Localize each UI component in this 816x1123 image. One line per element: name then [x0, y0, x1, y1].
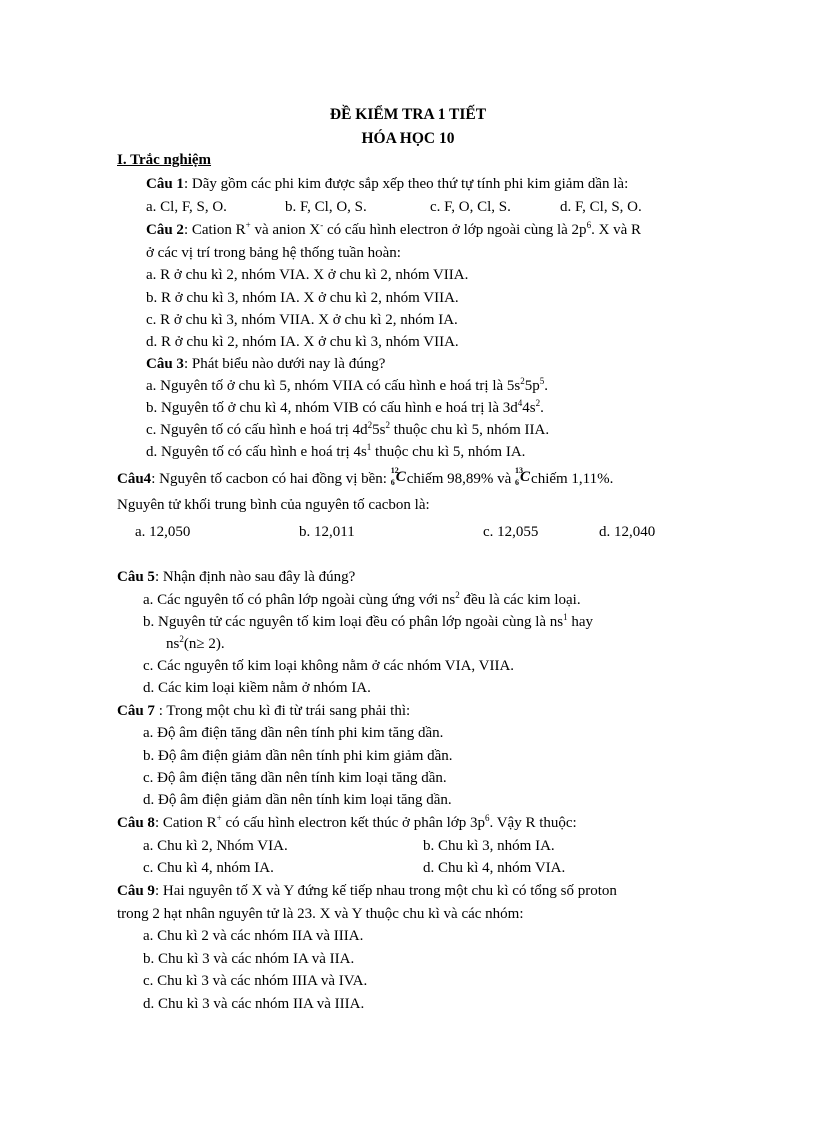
question-label: Câu 5	[117, 569, 155, 585]
question-5: Câu 5: Nhận định nào sau đây là đúng?	[117, 569, 356, 585]
section-title: I. Trắc nghiệm	[117, 152, 212, 168]
q7-option-c: c. Độ âm điện tăng dần nên tính kim loại tăng dần.	[143, 770, 447, 786]
q3-option-b: b. Nguyên tố ở chu kì 4, nhóm VIB có cấu hình e hoá trị là $3d^44s^2$.	[146, 398, 544, 416]
q1-option-c: c. F, O, Cl, S.	[430, 199, 511, 215]
q7-option-d: d. Độ âm điện giảm dần nên tính kim loại tăng dần.	[143, 792, 452, 808]
q8-option-c: c. Chu kì 4, nhóm IA.	[143, 860, 274, 876]
isotope-c12: 12 6 C	[390, 466, 406, 487]
q1-option-d: d. F, Cl, S, O.	[560, 199, 642, 215]
question-2: Câu 2: Cation R+ và anion X- có cấu hình electron ở lớp ngoài cùng là $2p^6$. X và R	[146, 220, 642, 238]
question-label: Câu 3	[146, 356, 184, 372]
q9-option-c: c. Chu kì 3 và các nhóm IIIA và IVA.	[143, 973, 368, 989]
q7-option-b: b. Độ âm điện giảm dần nên tính phi kim giảm dần.	[143, 748, 453, 764]
document-title: ĐỀ KIỂM TRA 1 TIẾT	[329, 106, 487, 123]
question-label: Câu 8	[117, 815, 155, 831]
question-label: Câu 2	[146, 222, 184, 238]
q5-option-b-cont: $ns^2(n\ge 2)$.	[166, 634, 225, 652]
q8-option-d: d. Chu kì 4, nhóm VIA.	[423, 860, 566, 876]
question-9: Câu 9: Hai nguyên tố X và Y đứng kế tiếp nhau trong một chu kì có tổng số proton	[117, 883, 617, 899]
q1-option-b: b. F, Cl, O, S.	[285, 199, 367, 215]
q8-option-a: a. Chu kì 2, Nhóm VIA.	[143, 838, 288, 854]
question-8: Câu 8: Cation R+ có cấu hình electron kết thúc ở phân lớp $3p^6$. Vậy R thuộc:	[117, 813, 577, 831]
question-label: Câu 9	[117, 883, 155, 899]
question-3: Câu 3: Phát biểu nào dưới nay là đúng?	[146, 356, 386, 372]
question-4: Câu4: Nguyên tố cacbon có hai đồng vị bền: 12 6 C chiếm 98,89% và 13 6 C chiếm 1,11%.	[117, 466, 614, 487]
q7-option-a: a. Độ âm điện tăng dần nên tính phi kim tăng dần.	[143, 725, 444, 741]
q4-option-c: c. 12,055	[483, 524, 539, 540]
q3-option-a: a. Nguyên tố ở chu kì 5, nhóm VIIA có cấu hình e hoá trị là $5s^25p^5$.	[146, 376, 548, 394]
question-2-cont: ở các vị trí trong bảng hệ thống tuần hoàn:	[146, 245, 401, 261]
q2-option-c: c. R ở chu kì 3, nhóm VIIA. X ở chu kì 2, nhóm IA.	[146, 312, 458, 328]
question-label: Câu 7	[117, 703, 155, 719]
question-7: Câu 7 : Trong một chu kì đi từ trái sang phải thì:	[117, 703, 411, 719]
q4-option-a: a. 12,050	[135, 524, 191, 540]
q3-option-d: d. Nguyên tố có cấu hình e hoá trị $4s^1$ thuộc chu kì 5, nhóm IA.	[146, 442, 526, 460]
isotope-c13: 13 6 C	[515, 466, 531, 487]
question-9-cont: trong 2 hạt nhân nguyên tử là 23. X và Y thuộc chu kì và các nhóm:	[117, 906, 524, 922]
q9-option-d: d. Chu kì 3 và các nhóm IIA và IIIA.	[143, 996, 365, 1012]
q4-option-b: b. 12,011	[299, 524, 355, 540]
question-label: Câu 1	[146, 176, 184, 192]
question-4-cont: Nguyên tử khối trung bình của nguyên tố cacbon là:	[117, 497, 430, 513]
document-subtitle: HÓA HỌC 10	[361, 130, 455, 147]
q2-option-a: a. R ở chu kì 2, nhóm VIA. X ở chu kì 2, nhóm VIIA.	[146, 267, 469, 283]
q2-option-b: b. R ở chu kì 3, nhóm IA. X ở chu kì 2, nhóm VIIA.	[146, 290, 459, 306]
q5-option-c: c. Các nguyên tố kim loại không nằm ở các nhóm VIA, VIIA.	[143, 658, 515, 674]
question-text: : Dãy gồm các phi kim được sắp xếp theo thứ tự tính phi kim giảm dần là:	[183, 176, 629, 192]
q2-option-d: d. R ở chu kì 2, nhóm IA. X ở chu kì 3, nhóm VIIA.	[146, 334, 459, 350]
q8-option-b: b. Chu kì 3, nhóm IA.	[423, 838, 555, 854]
q9-option-a: a. Chu kì 2 và các nhóm IIA và IIIA.	[143, 928, 364, 944]
q9-option-b: b. Chu kì 3 và các nhóm IA và IIA.	[143, 951, 355, 967]
q5-option-d: d. Các kim loại kiềm nằm ở nhóm IA.	[143, 680, 371, 696]
q5-option-b: b. Nguyên tử các nguyên tố kim loại đều có phân lớp ngoài cùng là $ns^1$ hay	[143, 612, 594, 630]
q4-option-d: d. 12,040	[599, 524, 656, 540]
q5-option-a: a. Các nguyên tố có phân lớp ngoài cùng ứng với $ns^2$ đều là các kim loại.	[143, 590, 581, 608]
q1-option-a: a. Cl, F, S, O.	[146, 199, 227, 215]
q3-option-c: c. Nguyên tố có cấu hình e hoá trị $4d^25s^2$ thuộc chu kì 5, nhóm IIA.	[146, 420, 550, 438]
question-1	[146, 176, 628, 193]
question-label: Câu4	[117, 471, 152, 487]
